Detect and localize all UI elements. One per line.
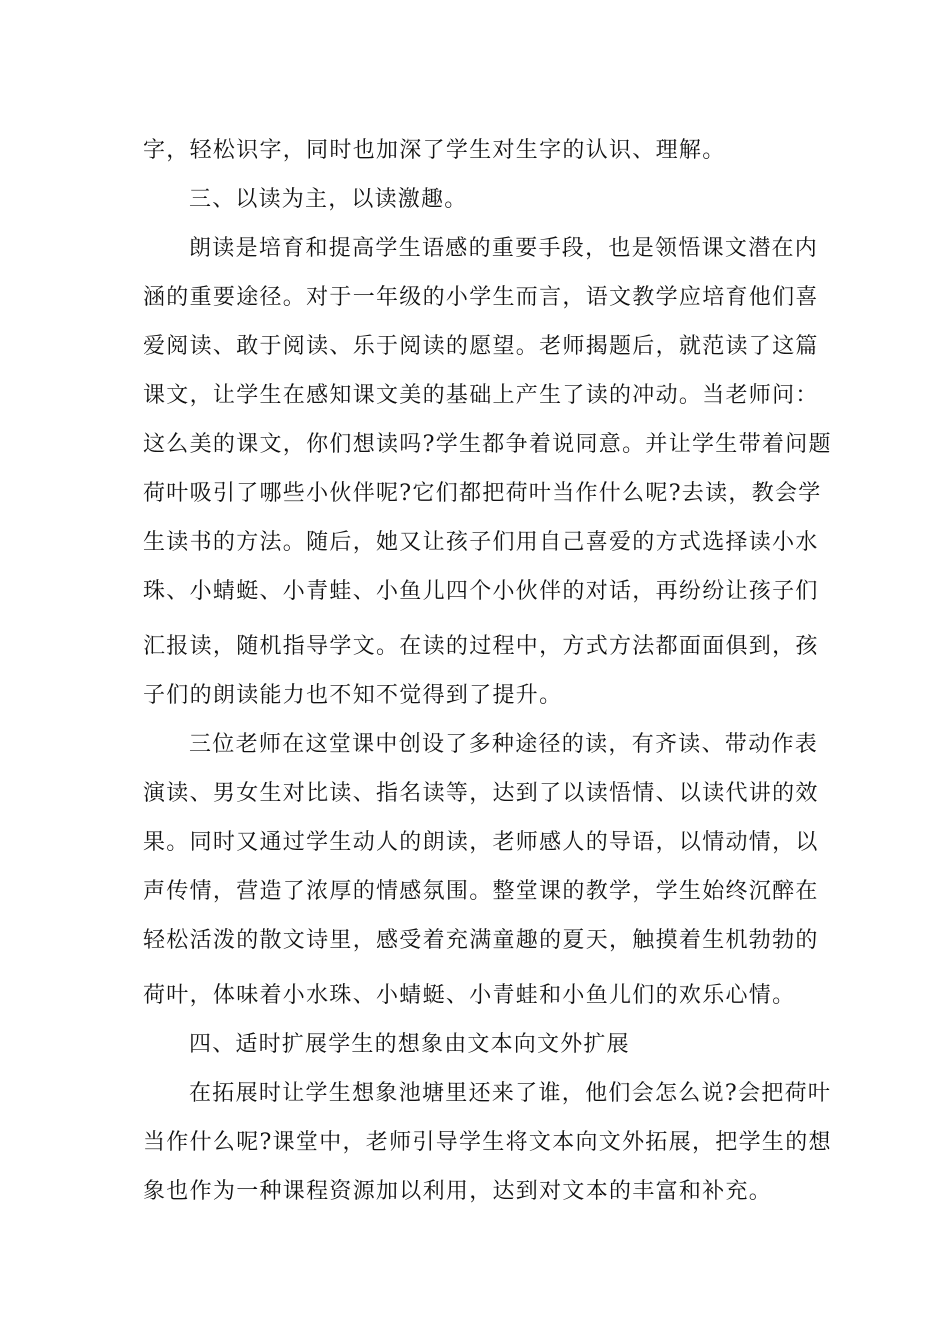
paragraph-line: 荷叶吸引了哪些小伙伴呢?它们都把荷叶当作什么呢?去读，教会学 [143, 481, 822, 506]
paragraph-line: 生读书的方法。随后，她又让孩子们用自己喜爱的方式选择读小水 [143, 530, 819, 555]
paragraph-line: 子们的朗读能力也不知不觉得到了提升。 [143, 683, 563, 708]
paragraph-line: 课文，让学生在感知课文美的基础上产生了读的冲动。当老师问： [143, 383, 819, 408]
paragraph-line: 象也作为一种课程资源加以利用，达到对文本的丰富和补充。 [143, 1179, 773, 1204]
paragraph-line: 当作什么呢?课堂中，老师引导学生将文本向文外拓展，把学生的想 [143, 1130, 832, 1155]
section-heading: 三、以读为主，以读激趣。 [189, 187, 468, 212]
paragraph-line: 三位老师在这堂课中创设了多种途径的读，有齐读、带动作表 [189, 732, 819, 757]
paragraph-line: 荷叶，体味着小水珠、小蜻蜓、小青蛙和小鱼儿们的欢乐心情。 [143, 983, 796, 1008]
paragraph-line: 珠、小蜻蜓、小青蛙、小鱼儿四个小伙伴的对话，再纷纷让孩子们 [143, 579, 819, 604]
paragraph-line: 爱阅读、敢于阅读、乐于阅读的愿望。老师揭题后，就范读了这篇 [143, 334, 819, 359]
paragraph-line: 果。同时又通过学生动人的朗读，老师感人的导语，以情动情，以 [143, 830, 819, 855]
paragraph-line: 在拓展时让学生想象池塘里还来了谁，他们会怎么说?会把荷叶 [189, 1081, 832, 1106]
paragraph-line: 轻松活泼的散文诗里，感受着充满童趣的夏天，触摸着生机勃勃的 [143, 928, 819, 953]
paragraph-line: 演读、男女生对比读、指名读等，达到了以读悟情、以读代讲的效 [143, 781, 819, 806]
paragraph-line: 这么美的课文，你们想读吗?学生都争着说同意。并让学生带着问题 [143, 432, 832, 457]
section-heading: 四、适时扩展学生的想象由文本向文外扩展 [189, 1032, 630, 1057]
paragraph-line: 汇报读，随机指导学文。在读的过程中，方式方法都面面俱到，孩 [143, 634, 819, 659]
paragraph-line: 涵的重要途径。对于一年级的小学生而言，语文教学应培育他们喜 [143, 285, 819, 310]
paragraph-line: 朗读是培育和提高学生语感的重要手段，也是领悟课文潜在内 [189, 236, 819, 261]
paragraph-line: 字，轻松识字，同时也加深了学生对生字的认识、理解。 [143, 138, 726, 163]
paragraph-line: 声传情，营造了浓厚的情感氛围。整堂课的教学，学生始终沉醉在 [143, 879, 819, 904]
